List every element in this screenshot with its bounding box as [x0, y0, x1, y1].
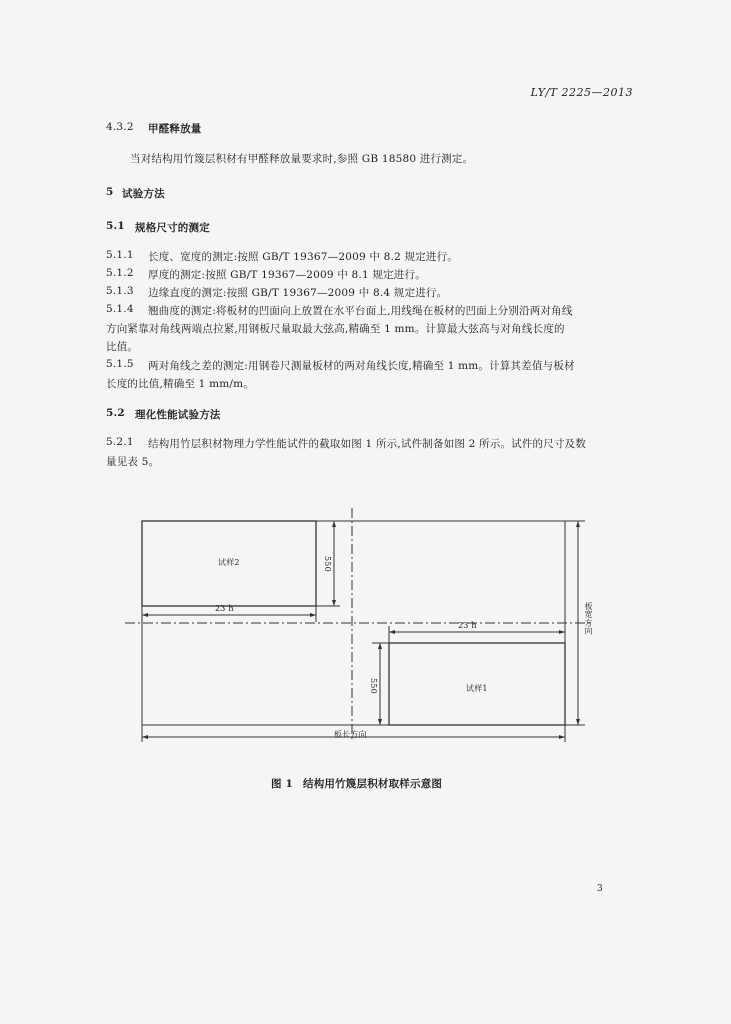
section-5-2-1-number: 5.2.1	[106, 436, 134, 448]
section-5-1-5-number: 5.1.5	[106, 358, 134, 370]
section-5-number: 5	[106, 186, 114, 198]
section-5-title: 试验方法	[122, 188, 165, 200]
section-5-1-2-text: 厚度的测定:按照 GB/T 19367—2009 中 8.1 规定进行。	[148, 269, 426, 281]
section-5-2-number: 5.2	[106, 407, 125, 419]
section-5-1-4-number: 5.1.4	[106, 303, 134, 315]
section-5-1-1-number: 5.1.1	[106, 249, 134, 261]
section-5-1-3-text: 边缘直度的测定:按照 GB/T 19367—2009 中 8.4 规定进行。	[148, 287, 448, 299]
section-4-3-2-body: 当对结构用竹篾层积材有甲醛释放量要求时,参照 GB 18580 进行测定。	[130, 153, 474, 165]
section-5-2-1-line1: 结构用竹层积材物理力学性能试件的截取如图 1 所示,试件制备如图 2 所示。试件的尺寸及数	[148, 438, 587, 450]
section-4-3-2-title: 甲醛释放量	[148, 123, 202, 135]
section-5-1-5-line2: 长度的比值,精确至 1 mm/m。	[106, 378, 255, 390]
figure-caption-number: 图 1	[271, 778, 294, 790]
standard-code: LY/T 2225—2013	[530, 86, 633, 99]
specimen-1-label: 试样1	[466, 684, 488, 693]
dim-550-bottom: 550	[369, 678, 378, 694]
section-5-1-title: 规格尺寸的测定	[135, 222, 210, 234]
section-5-1-2-number: 5.1.2	[106, 267, 134, 279]
dim-23h-top: 23 h	[215, 604, 234, 613]
dim-23h-bottom: 23 h	[458, 621, 477, 630]
section-5-1-number: 5.1	[106, 220, 125, 232]
section-5-1-4-line2: 方向紧靠对角线两端点拉紧,用钢板尺量取最大弦高,精确至 1 mm。计算最大弦高与对角线长度的	[106, 323, 565, 335]
section-5-2-1-line2: 量见表 5。	[106, 456, 160, 468]
section-5-1-5-line1: 两对角线之差的测定:用钢卷尺测量板材的两对角线长度,精确至 1 mm。计算其差值与板材	[148, 360, 575, 372]
figure-caption-title: 结构用竹篾层积材取样示意图	[303, 778, 443, 790]
board-length-direction-label: 板长方向	[334, 730, 367, 739]
section-5-1-1-text: 长度、宽度的测定:按照 GB/T 19367—2009 中 8.2 规定进行。	[148, 251, 458, 263]
dim-550-top: 550	[323, 556, 332, 572]
section-5-1-4-line3: 比值。	[106, 341, 139, 353]
section-5-1-3-number: 5.1.3	[106, 285, 134, 297]
board-width-direction-label: 板宽方向	[584, 602, 593, 635]
page-number: 3	[597, 884, 603, 894]
section-5-2-title: 理化性能试验方法	[135, 409, 221, 421]
section-5-1-4-line1: 翘曲度的测定:将板材的凹面向上放置在水平台面上,用线绳在板材的凹面上分别沿两对角线	[148, 305, 573, 317]
specimen-2-label: 试样2	[218, 558, 240, 567]
section-4-3-2-number: 4.3.2	[106, 121, 134, 133]
